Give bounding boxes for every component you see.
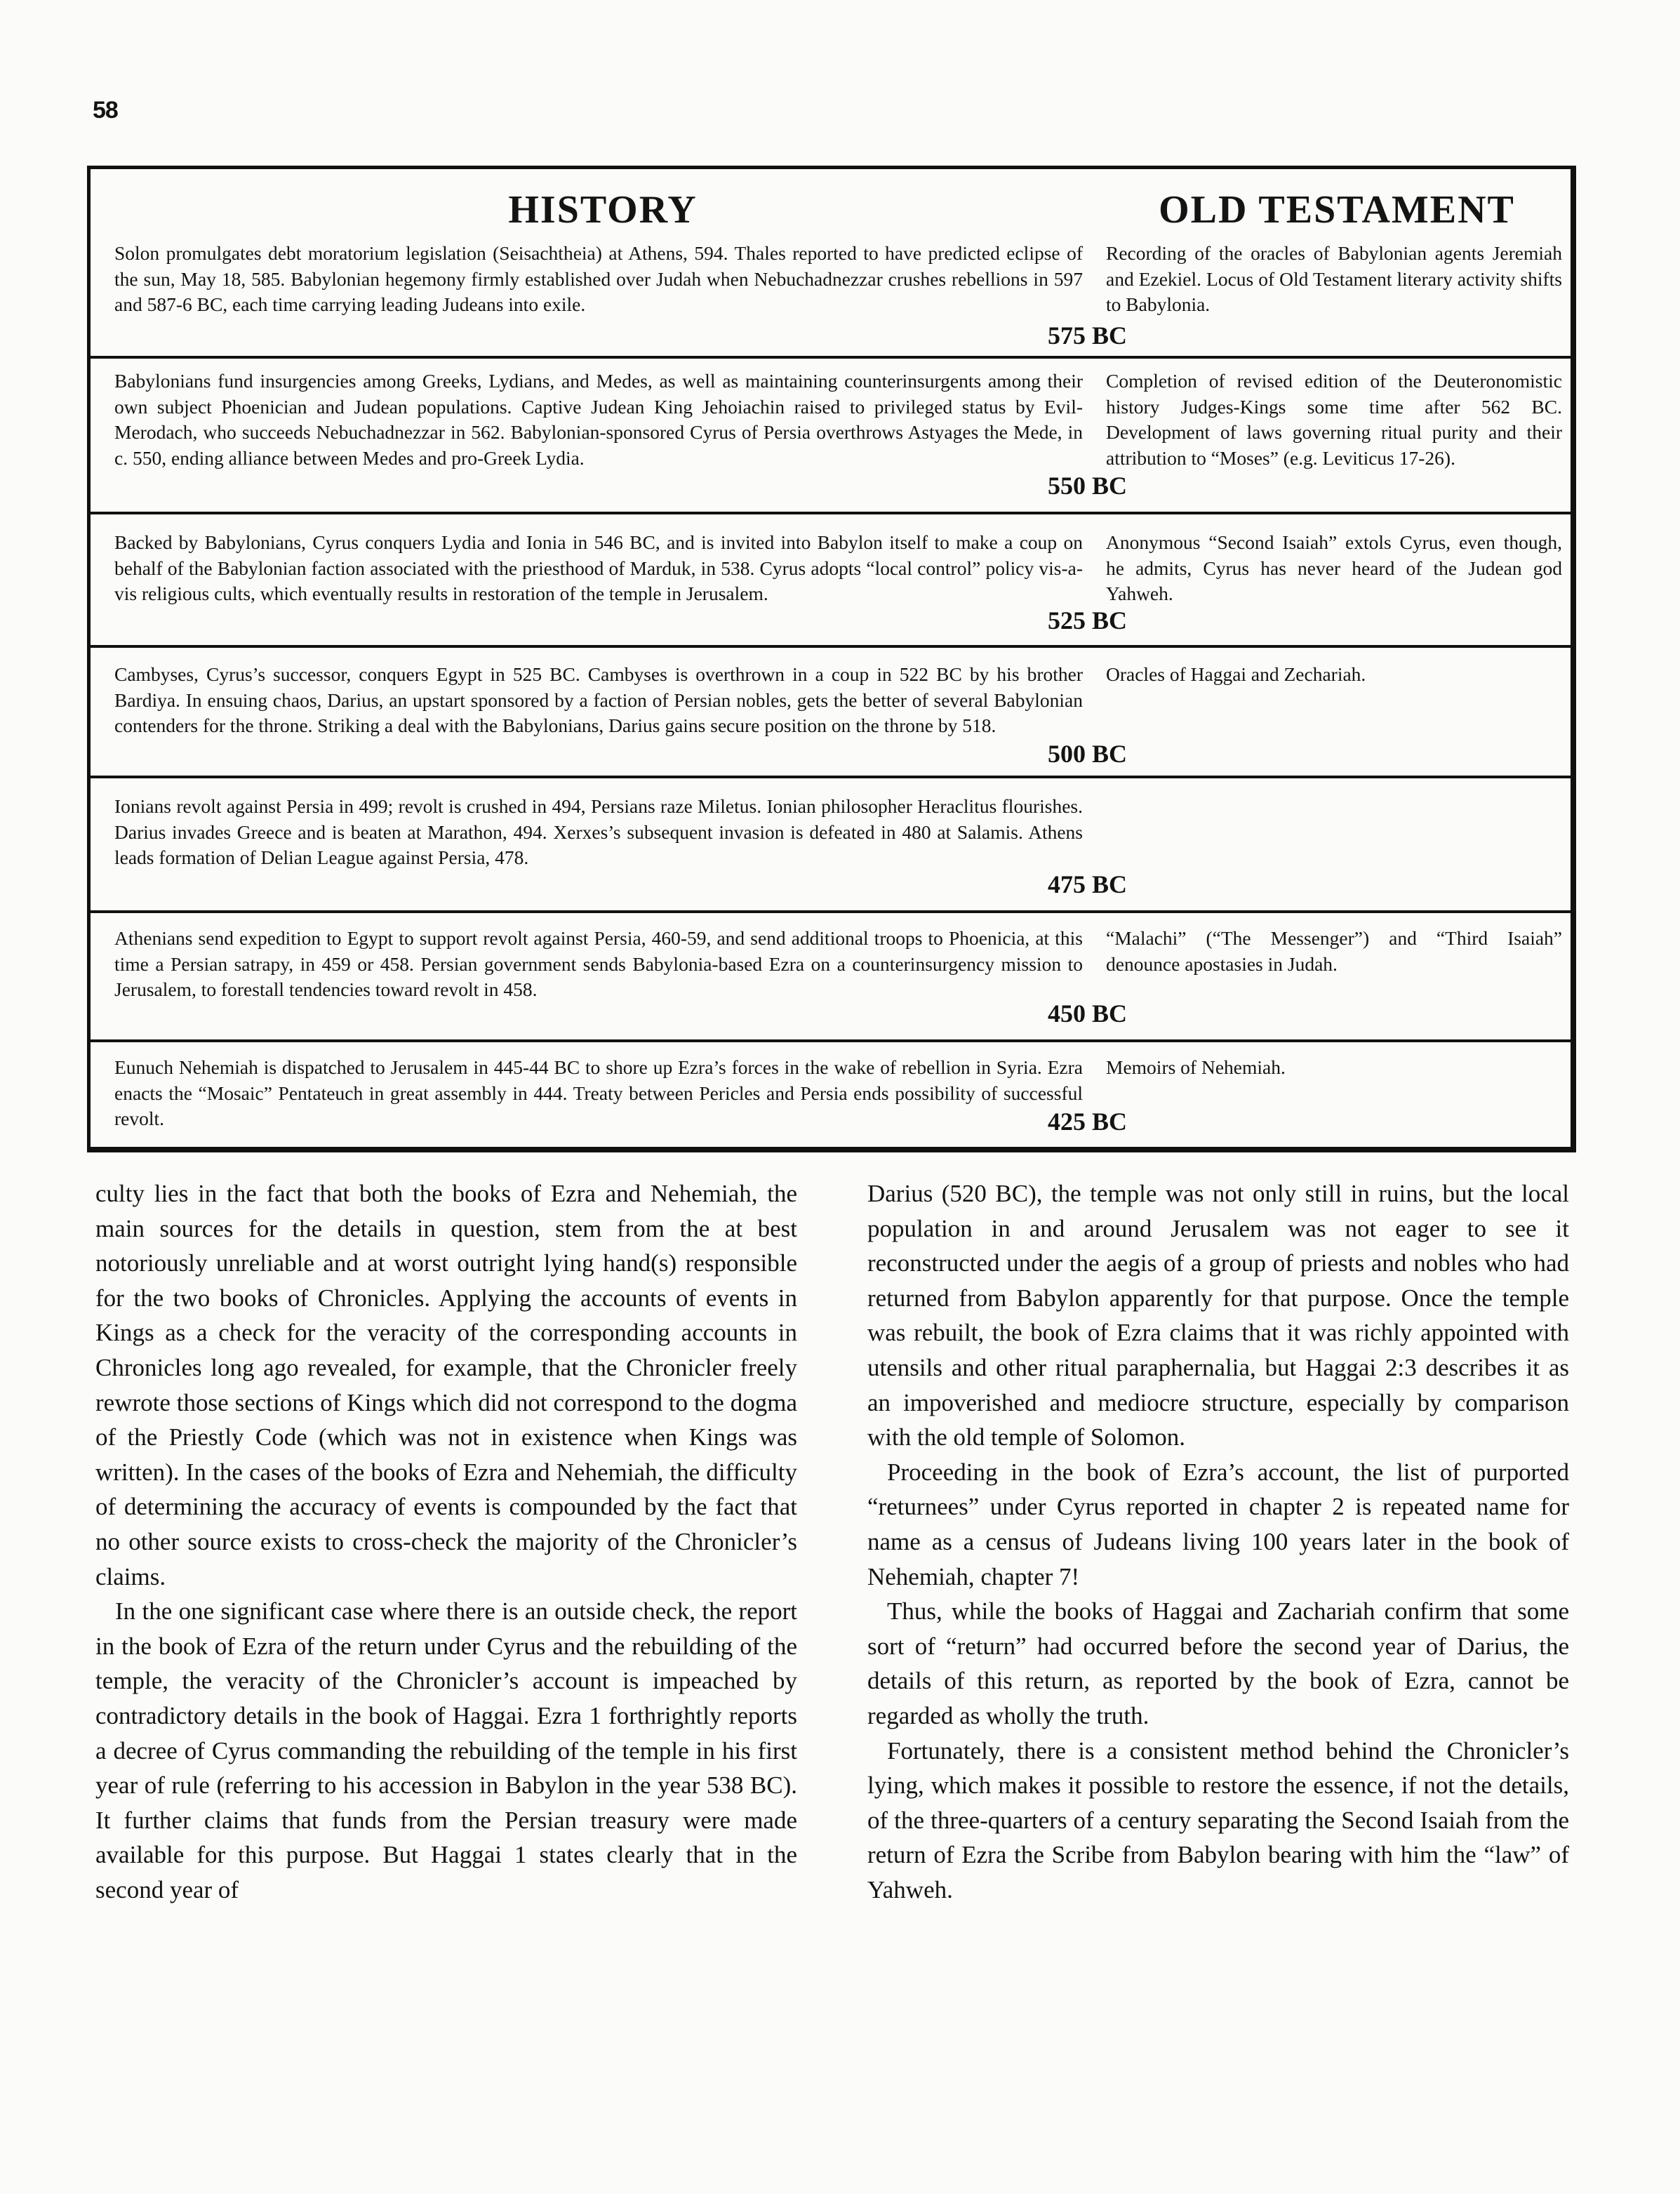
date-label: 525 BC <box>1047 606 1127 634</box>
timeline-row <box>91 645 1571 776</box>
old-testament-text: Anonymous “Second Isaiah” extols Cyrus, even though, he admits, Cyrus has never heard of the Judean god Yahweh. <box>1106 531 1562 604</box>
history-text: Backed by Babylonians, Cyrus conquers Lydia and Ionia in 546 BC, and is invited into Babylon itself to make a coup on behalf of the Babylonian faction associated with the priesthood of Marduk, in 538. Cyrus adopts “local control” policy vis-a-vis religious cults, which eventually results in restoration of the temple in Jerusalem. <box>114 531 1083 604</box>
date-label: 475 BC <box>1047 870 1127 898</box>
timeline-row <box>91 910 1571 1039</box>
history-text: Athenians send expedition to Egypt to support revolt against Persia, 460-59, and send additional troops to Phoenicia, at this time a Persian satrapy, in 459 or 458. Persian government sends Babylonia-based Ezra on a counterinsurgency mission to Jerusalem, to forestall tendencies toward revolt in 458. <box>114 927 1083 1000</box>
paragraph: Proceeding in the book of Ezra’s account, the list of purported “returnees” under Cyrus reported in chapter 2 is repeated name for name as a census of Judeans living 100 years later in the book of Nehemiah, chapter 7! <box>867 1458 1569 1590</box>
date-label: 550 BC <box>1047 472 1127 500</box>
paragraph: culty lies in the fact that both the books of Ezra and Nehemiah, the main sources for the details in question, stem from the at best notoriously unreliable and at worst outright lying hand(s) responsible for the two books of Chronicles. Applying the accounts of events in Kings as a check for the veracity of the corresponding accounts in Chronicles long ago revealed, for example, that the Chronicler freely rewrote those sections of Kings which did not correspond to the dogma of the Priestly Code (which was not in existence when Kings was written). In the cases of the books of Ezra and Nehemiah, the difficulty of determining the accuracy of events is compounded by the fact that no other source exists to cross-check the majority of the Chronicler’s claims. <box>95 1180 797 1590</box>
old-testament-text: “Malachi” (“The Messenger”) and “Third Isaiah” denounce apostasies in Judah. <box>1106 927 1562 975</box>
body-column-left <box>95 1176 797 1907</box>
page-number: 58 <box>93 97 118 124</box>
history-text: Cambyses, Cyrus’s successor, conquers Egypt in 525 BC. Cambyses is overthrown in a coup in 522 BC by his brother Bardiya. In ensuing chaos, Darius, an upstart sponsored by a faction of Persian nobles, gets the better of several Babylonian contenders for the throne. Striking a deal with the Babylonians, Darius gains secure position on the throne by 518. <box>114 663 1083 736</box>
timeline-table <box>87 166 1576 1152</box>
history-text: Babylonians fund insurgencies among Greeks, Lydians, and Medes, as well as maintaining counterinsurgents among their own subject Phoenician and Judean populations. Captive Judean King Jehoiachin raised to privileged status by Evil-Merodach, who succeeds Nebuchadnezzar in 562. Babylonian-sponsored Cyrus of Persia overthrows Astyages the Mede, in c. 550, ending alliance between Medes and pro-Greek Lydia. <box>114 370 1083 469</box>
body-column-right <box>867 1176 1569 1907</box>
history-text: Eunuch Nehemiah is dispatched to Jerusalem in 445-44 BC to shore up Ezra’s forces in the wake of rebellion in Syria. Ezra enacts the “Mosaic” Pentateuch in great assembly in 444. Treaty between Pericles and Persia ends possibility of successful revolt. <box>114 1056 1083 1129</box>
old-testament-text: Recording of the oracles of Babylonian agents Jeremiah and Ezekiel. Locus of Old Testament literary activity shifts to Babylonia. <box>1106 242 1562 315</box>
paragraph: Fortunately, there is a consistent method behind the Chronicler’s lying, which makes it possible to restore the essence, if not the details, of the three-quarters of a century separating the Second Isaiah from the return of Ezra the Scribe from Babylon bearing with him the “law” of Yahweh. <box>867 1736 1569 1903</box>
old-testament-header: OLD TESTAMENT <box>1159 188 1515 232</box>
old-testament-text: Memoirs of Nehemiah. <box>1106 1056 1286 1078</box>
timeline-row <box>91 512 1571 645</box>
history-text: Ionians revolt against Persia in 499; revolt is crushed in 494, Persians raze Miletus. Ionian philosopher Heraclitus flourishes. Darius invades Greece and is beaten at Marathon, 494. Xerxes’s subsequent invasion is defeated in 480 at Salamis. Athens leads formation of Delian League against Persia, 478. <box>114 795 1083 868</box>
date-label: 450 BC <box>1047 999 1127 1028</box>
history-text: Solon promulgates debt moratorium legislation (Seisachtheia) at Athens, 594. Thales reported to have predicted eclipse of the sun, May 18, 585. Babylonian hegemony firmly established over Judah when Nebuchadnezzar crushes rebellions in 597 and 587-6 BC, each time carrying leading Judeans into exile. <box>114 242 1083 315</box>
date-label: 500 BC <box>1047 740 1127 768</box>
timeline-row <box>91 169 1571 356</box>
history-header: HISTORY <box>508 188 698 232</box>
old-testament-text: Oracles of Haggai and Zechariah. <box>1106 663 1366 685</box>
date-label: 425 BC <box>1047 1108 1127 1136</box>
old-testament-text: Completion of revised edition of the Deuteronomistic history Judges-Kings some time after 562 BC. Development of laws governing ritual purity and their attribution to “Moses” (e.g. Leviticus 17-26). <box>1106 370 1562 469</box>
paragraph: Darius (520 BC), the temple was not only still in ruins, but the local population in and around Jerusalem was not eager to see it reconstructed under the aegis of a group of priests and nobles who had returned from Babylon apparently for that purpose. Once the temple was rebuilt, the book of Ezra claims that it was richly appointed with utensils and other ritual paraphernalia, but Haggai 2:3 describes it as an impoverished and mediocre structure, especially by comparison with the old temple of Solomon. <box>867 1180 1569 1451</box>
timeline-row <box>91 356 1571 512</box>
paragraph: In the one significant case where there is an outside check, the report in the book of Ezra of the return under Cyrus and the rebuilding of the temple, the veracity of the Chronicler’s account is impeached by contradictory details in the book of Haggai. Ezra 1 forthrightly reports a decree of Cyrus commanding the rebuilding of the temple in his first year of rule (referring to his accession in Babylon in the year 538 BC). It further claims that funds from the Persian treasury were made available for this purpose. But Haggai 1 states clearly that in the second year of <box>95 1597 797 1903</box>
timeline-row <box>91 776 1571 910</box>
timeline-row <box>91 1039 1571 1150</box>
date-label: 575 BC <box>1047 321 1127 350</box>
paragraph: Thus, while the books of Haggai and Zachariah confirm that some sort of “return” had occurred before the second year of Darius, the details of this return, as reported by the book of Ezra, cannot be regarded as wholly the truth. <box>867 1597 1569 1729</box>
